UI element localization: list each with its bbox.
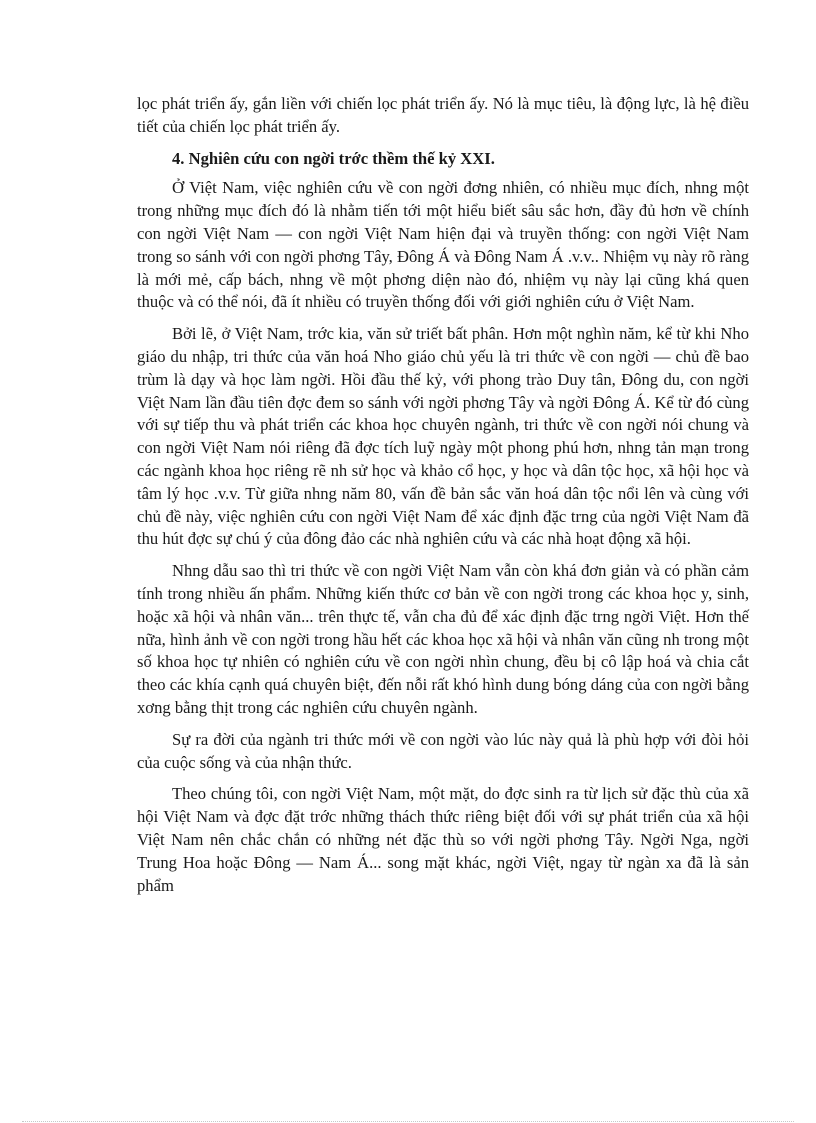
body-paragraph-3: Nhng dẫu sao thì tri thức về con ngời Việt Nam vẫn còn khá đơn giản và có phần cảm tính trong nhiều ấn phẩm. Những kiến thức cơ bản về con ngời trong các khoa học y, sinh, hoặc xã hội và nhân văn... trên thực tế, vẫn cha đủ để xác định đặc trng ngời Việt. Hơn thế nữa, hình ảnh về con ngời trong hầu hết các khoa học xã hội và nhân văn cũng nh trong một số khoa học tự nhiên có nghiên cứu về con ngời nhìn chung, đều bị cô lập hoá và chia cắt theo các khía cạnh quá chuyên biệt, đến nỗi rất khó hình dung bóng dáng của con ngời bằng xơng bằng thịt trong các nghiên cứu chuyên ngành. xyxy=(137,561,749,717)
page-bottom-divider xyxy=(22,1121,794,1122)
body-paragraph-5: Theo chúng tôi, con ngời Việt Nam, một mặt, do đợc sinh ra từ lịch sử đặc thù của xã hội Việt Nam và đợc đặt trớc những thách thức riêng biệt đối với sự phát triển của xã hội Việt Nam nên chắc chắn có những nét đặc thù so với ngời phơng Tây. Ngời Nga, ngời Trung Hoa hoặc Đông — Nam Á... song mặt khác, ngời Việt, ngay từ ngàn xa đã là sản phẩm xyxy=(137,784,749,895)
section-heading: 4. Nghiên cứu con ngời trớc thềm thế kỷ XXI. xyxy=(172,148,495,168)
body-paragraph-1: Ở Việt Nam, việc nghiên cứu về con ngời đơng nhiên, có nhiều mục đích, nhng một trong những mục đích đó là nhằm tiến tới một hiểu biết sâu sắc hơn, đầy đủ hơn về chính con ngời Việt Nam — con ngời Việt Nam hiện đại và truyền thống: con ngời Việt Nam trong so sánh với con ngời phơng Tây, Đông Á và Đông Nam Á .v.v.. Nhiệm vụ này rõ ràng là mới mẻ, cấp bách, nhng về một phơng diện nào đó, nhiệm vụ này lại cũng khá quen thuộc và có thể nói, đã ít nhiều có truyền thống đối với giới nghiên cứu ở Việt Nam. xyxy=(137,178,749,312)
body-paragraph-2: Bởi lẽ, ở Việt Nam, trớc kia, văn sử triết bất phân. Hơn một nghìn năm, kể từ khi Nho giáo du nhập, tri thức của văn hoá Nho giáo chủ yếu là tri thức về con ngời — chủ đề bao trùm là dạy và học làm ngời. Hồi đầu thế kỷ, với phong trào Duy tân, Đông du, con ngời Việt Nam lần đầu tiên đợc đem so sánh với ngời phơng Tây và ngời Đông Á. Kể từ đó cùng với sự tiếp thu và phát triển các khoa học chuyên ngành, tri thức về con ngời nói chung và con ngời Việt Nam nói riêng đã đợc tích luỹ ngày một phong phú hơn, nhng tản mạn trong các ngành khoa học riêng rẽ nh sử học và khảo cổ học, y học và dân tộc học, xã hội học và tâm lý học .v.v. Từ giữa nhng năm 80, vấn đề bản sắc văn hoá dân tộc nổi lên và cùng với chủ đề này, việc nghiên cứu con ngời Việt Nam để xác định đặc trng của ngời Việt Nam đã thu hút đợc sự chú ý của đông đảo các nhà nghiên cứu và các nhà hoạt động xã hội. xyxy=(137,324,749,549)
body-paragraph-4: Sự ra đời của ngành tri thức mới về con ngời vào lúc này quả là phù hợp với đòi hỏi của cuộc sống và của nhận thức. xyxy=(137,729,749,772)
document-page xyxy=(137,93,749,897)
intro-paragraph: lọc phát triển ấy, gắn liền với chiến lọc phát triển ấy. Nó là mục tiêu, là động lực, là hệ điều tiết của chiến lọc phát triển ấy. xyxy=(137,94,749,136)
